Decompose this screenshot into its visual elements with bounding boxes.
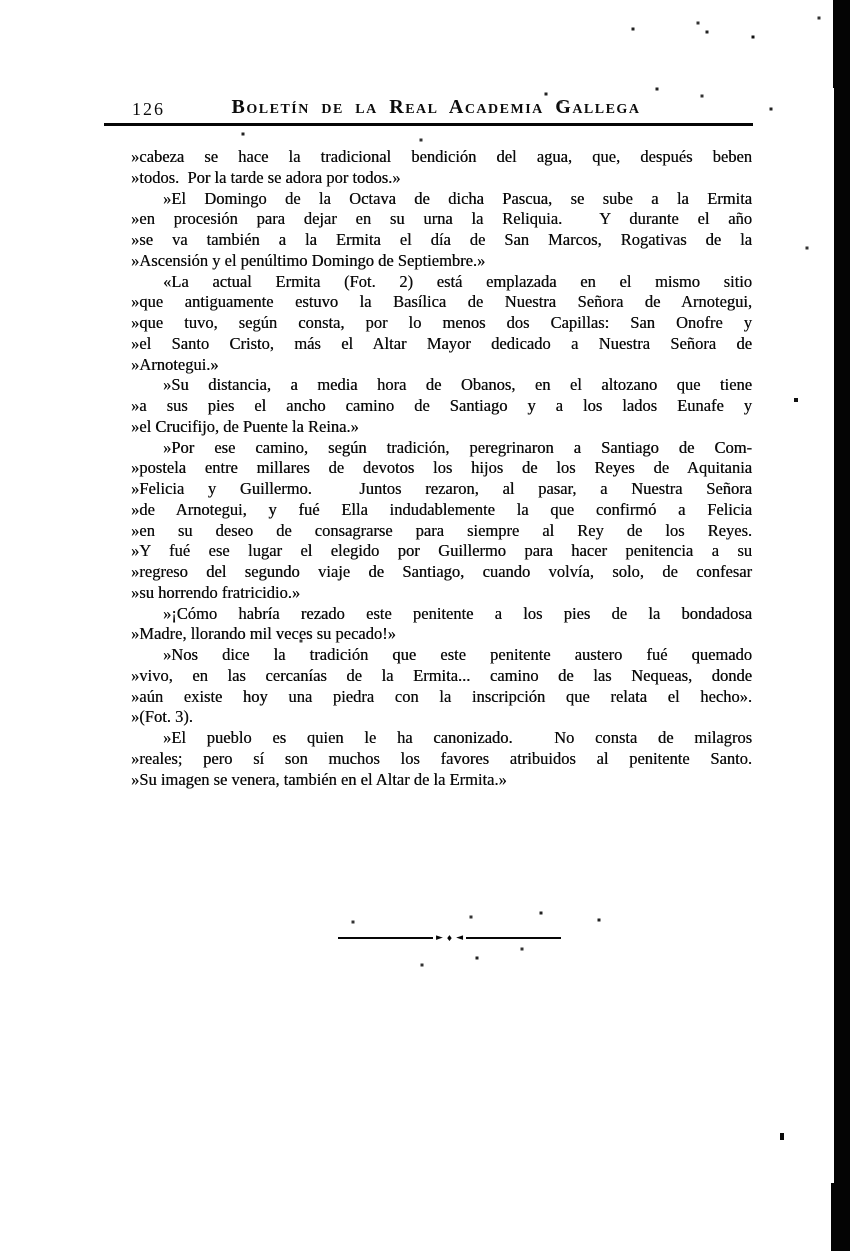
scan-noise xyxy=(0,0,2,2)
text-line: »se va también a la Ermita el día de San Marcos, Rogativas de la xyxy=(131,230,752,249)
text-line: »que antiguamente estuvo la Basílica de Nuestra Señora de Arnotegui, xyxy=(131,292,752,312)
divider-line-right xyxy=(466,937,561,940)
divider-ornament-center-icon: ♦ xyxy=(445,933,454,943)
divider-ornament-right-icon: ◄ xyxy=(456,932,464,943)
text-line: »en procesión para dejar en su urna la Reliquia. Y durante el año xyxy=(131,209,752,229)
header-rule xyxy=(104,123,753,126)
text-line: »Felicia y Guillermo. Juntos rezaron, al pasar, a Nuestra Señora xyxy=(131,479,752,498)
text-line: »Su imagen se venera, también en el Altar de la Ermita.» xyxy=(131,769,507,789)
text-line: »en su deseo de consagrarse para siempre al Rey de los Reyes. xyxy=(131,520,752,540)
text-line: »todos. Por la tarde se adora por todos.» xyxy=(131,167,401,187)
page-header xyxy=(104,96,754,122)
text-line: »reales; pero sí son muchos los favores atribuidos al penitente Santo. xyxy=(131,748,752,768)
text-line: »a sus pies el ancho camino de Santiago y a los lados Eunafe y xyxy=(131,396,752,415)
binding-shadow-bottom xyxy=(831,1183,850,1251)
text-line: »Su distancia, a media hora de Obanos, en el altozano que tiene xyxy=(163,375,752,395)
ink-speck xyxy=(780,1133,784,1140)
binding-shadow-top xyxy=(833,0,850,88)
journal-title: Boletín de la Real Academia Gallega xyxy=(231,96,641,118)
text-line: »vivo, en las cercanías de la Ermita... camino de las Nequeas, donde xyxy=(131,665,752,685)
text-line: »regreso del segundo viaje de Santiago, cuando volvía, solo, de confesar xyxy=(131,562,752,581)
text-line: »(Fot. 3). xyxy=(131,707,193,727)
text-line: «La actual Ermita (Fot. 2) está emplazada en el mismo sitio xyxy=(163,271,752,291)
text-line: »El Domingo de la Octava de dicha Pascua, se sube a la Ermita xyxy=(163,188,752,208)
text-line: »Ascensión y el penúltimo Domingo de Septiembre.» xyxy=(131,250,486,270)
divider-line-left xyxy=(338,937,433,940)
text-line: »Por ese camino, según tradición, peregrinaron a Santiago de Com- xyxy=(163,437,752,457)
divider-ornament-left-icon: ► xyxy=(436,932,443,943)
text-line: »Madre, llorando mil veces su pecado!» xyxy=(131,624,396,644)
text-line: »El pueblo es quien le ha canonizado. No consta de milagros xyxy=(163,728,752,747)
text-line: »Arnotegui.» xyxy=(131,354,219,374)
text-line: »postela entre millares de devotos los hijos de los Reyes de Aquitania xyxy=(131,458,752,478)
text-line: »de Arnotegui, y fué Ella indudablemente la que confirmó a Felicia xyxy=(131,499,752,519)
text-line: »que tuvo, según consta, por lo menos dos Capillas: San Onofre y xyxy=(131,313,752,332)
text-line: »el Santo Cristo, más el Altar Mayor dedicado a Nuestra Señora de xyxy=(131,333,752,353)
section-divider xyxy=(338,929,561,947)
text-line: »aún existe hoy una piedra con la inscripción que relata el hecho». xyxy=(131,686,752,706)
text-line: »Nos dice la tradición que este penitente austero fué quemado xyxy=(163,645,752,664)
text-line: »su horrendo fratricidio.» xyxy=(131,582,301,602)
page-number: 126 xyxy=(132,99,165,119)
page-body xyxy=(131,147,752,790)
text-line: »¡Cómo habría rezado este penitente a los pies de la bondadosa xyxy=(163,603,752,623)
binding-shadow xyxy=(834,0,850,1251)
text-line: »Y fué ese lugar el elegido por Guillermo para hacer penitencia a su xyxy=(131,541,752,561)
text-line: »cabeza se hace la tradicional bendición del agua, que, después beben xyxy=(131,147,752,166)
text-line: »el Crucifijo, de Puente la Reina.» xyxy=(131,416,359,436)
